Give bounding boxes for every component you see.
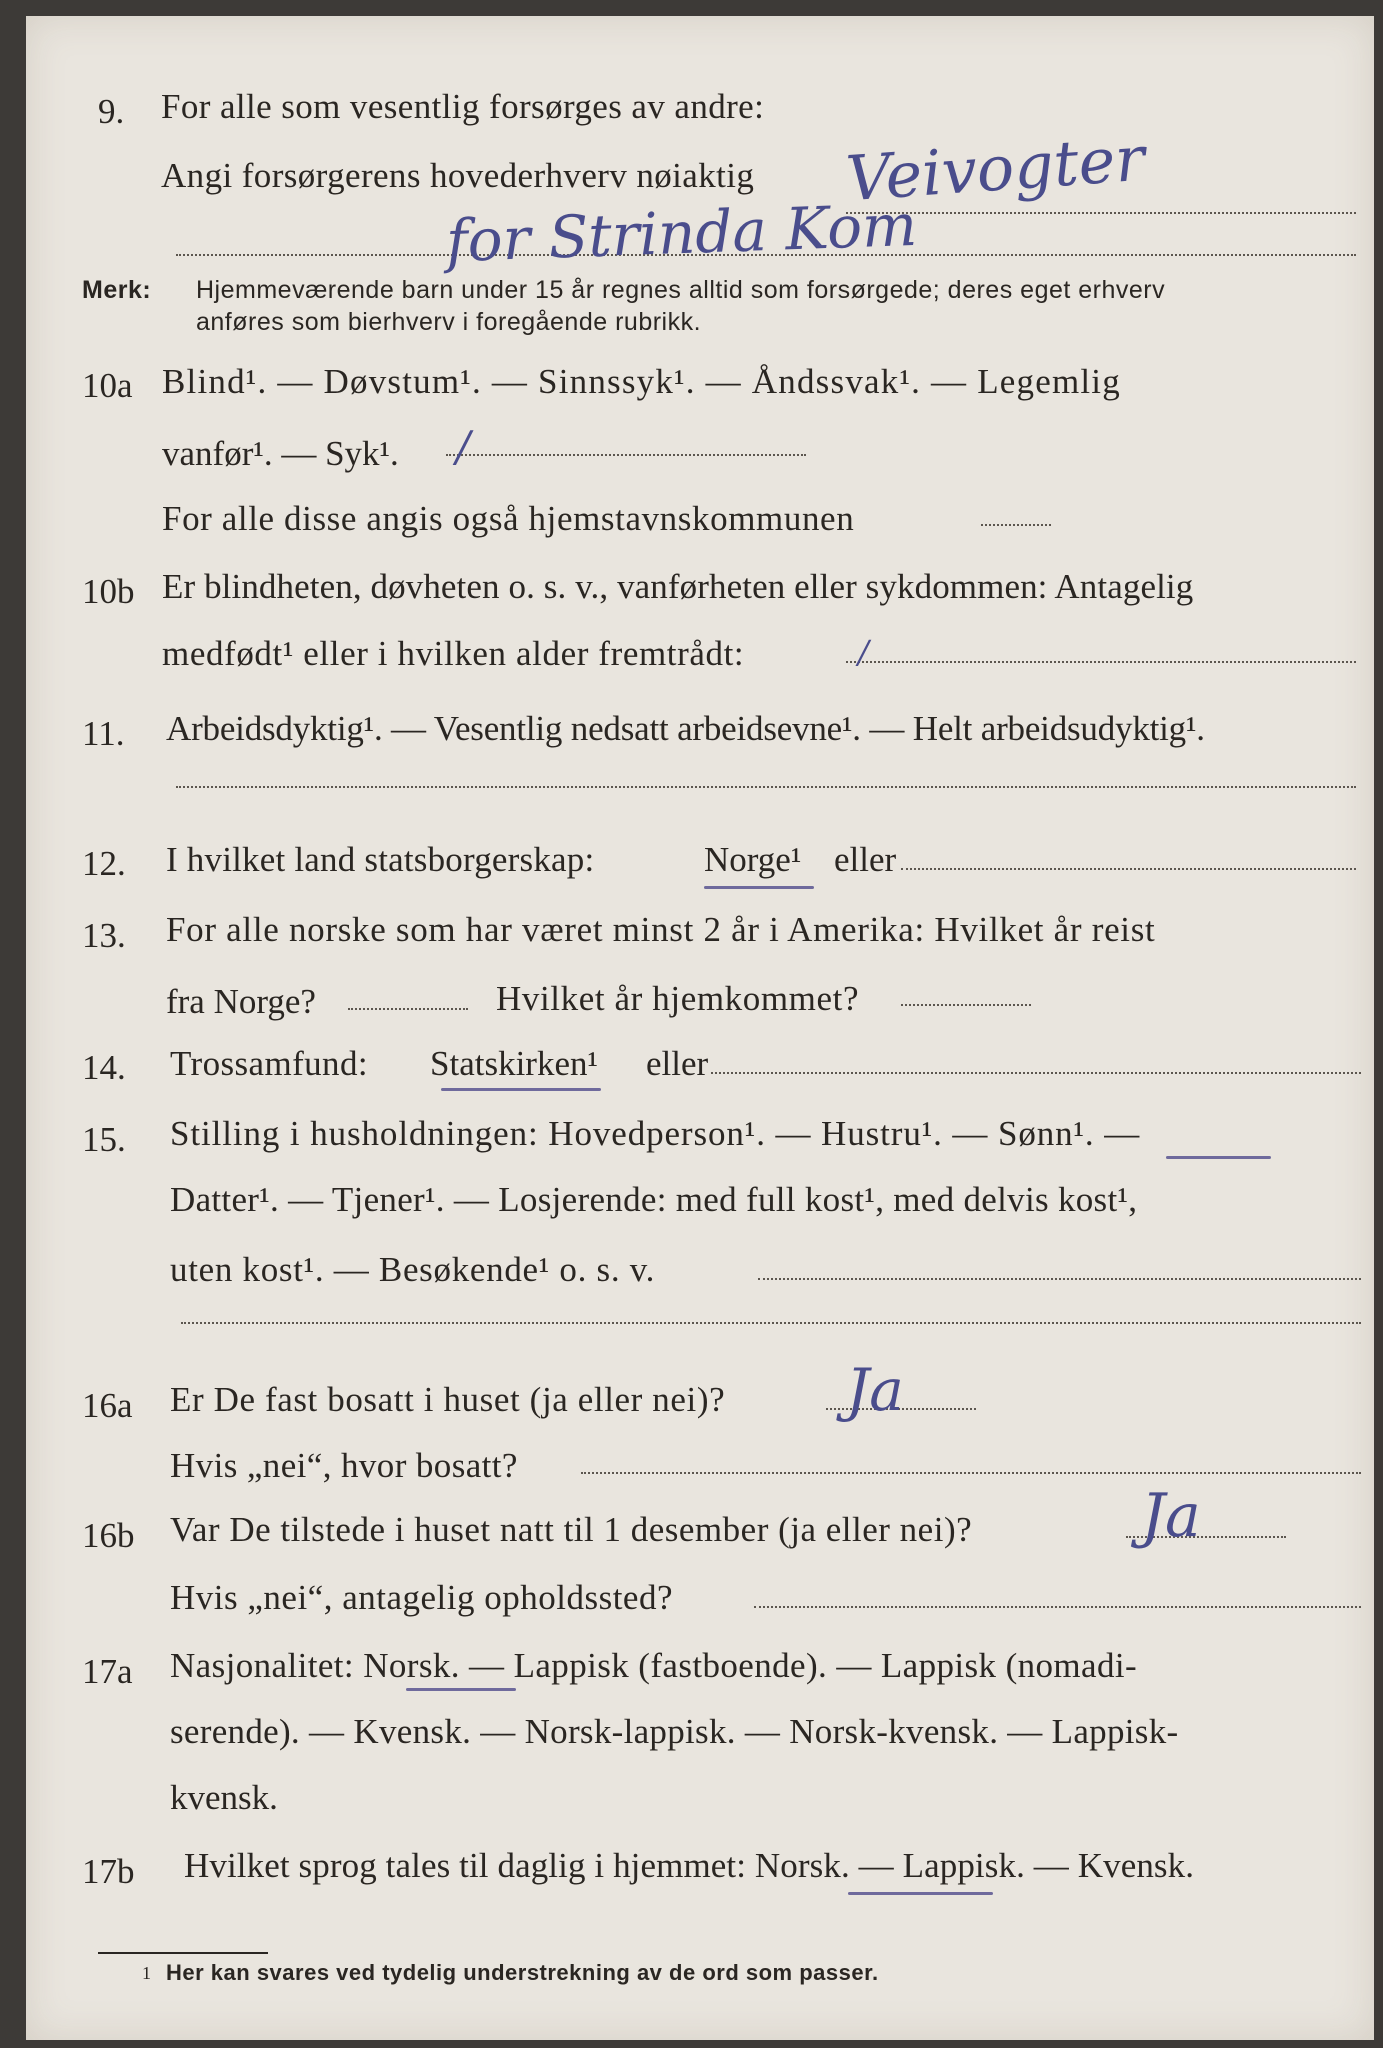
- q14-statskirken-underline: [441, 1088, 601, 1091]
- q17a-line3: kvensk.: [170, 1778, 278, 1817]
- item-number-14: 14.: [82, 1048, 126, 1087]
- item-number-16b: 16b: [82, 1516, 135, 1555]
- q14-answer-line: [711, 1072, 1361, 1074]
- q14-question: Trossamfund:: [170, 1044, 368, 1083]
- q15-sonn-underline: [1166, 1156, 1271, 1159]
- q14-option-statskirken: Statskirken¹: [430, 1044, 598, 1083]
- q10a-line2: vanfør¹. — Syk¹.: [162, 434, 399, 473]
- q13-reist-question: fra Norge?: [166, 982, 316, 1021]
- q16b-question: Var De tilstede i huset natt til 1 desember (ja eller nei)?: [170, 1510, 973, 1549]
- q16a-handwritten-answer: Ja: [846, 1356, 904, 1424]
- q10a-handwritten-mark: /: [456, 422, 471, 471]
- q9-handwritten-employer: for Strinda Kom: [444, 190, 919, 276]
- footnote-text: Her kan svares ved tydelig understrekning av de ord som passer.: [166, 1960, 879, 1985]
- q17a-line1: Nasjonalitet: Norsk. — Lappisk (fastboende). — Lappisk (nomadi-: [170, 1646, 1138, 1685]
- q15-answer-line1: [758, 1278, 1361, 1280]
- q16a-followup: Hvis „nei“, hvor bosatt?: [170, 1446, 518, 1485]
- q10b-answer-line: [846, 661, 1356, 663]
- q9-line2: Angi forsørgerens hovederhverv nøiaktig: [161, 156, 755, 195]
- q17b-line1: Hvilket sprog tales til daglig i hjemmet: Norsk. — Lappisk. — Kvensk.: [184, 1846, 1195, 1885]
- q16a-followup-line: [581, 1472, 1361, 1474]
- q13-hjemkommet-line: [901, 1004, 1031, 1006]
- merk-line2: anføres som bierhverv i foregående rubrikk.: [196, 308, 702, 336]
- q10b-handwritten-mark: /: [858, 633, 869, 671]
- q10a-line1: Blind¹. — Døvstum¹. — Sinnssyk¹. — Åndssvak¹. — Legemlig: [162, 362, 1121, 401]
- q12-eller: eller: [834, 840, 897, 879]
- census-form-page: [26, 16, 1374, 2040]
- q9-handwritten-occupation: Veivogter: [843, 121, 1148, 216]
- footnote-rule: [98, 1952, 268, 1954]
- q10b-line2: medfødt¹ eller i hvilken alder fremtrådt:: [162, 634, 745, 673]
- merk-line1: Hjemmeværende barn under 15 år regnes alltid som forsørgede; deres eget erhverv: [196, 276, 1166, 304]
- item-number-13: 13.: [82, 916, 126, 955]
- item-number-15: 15.: [82, 1120, 126, 1159]
- item-number-10a: 10a: [82, 366, 133, 405]
- q15-line2: Datter¹. — Tjener¹. — Losjerende: med full kost¹, med delvis kost¹,: [170, 1180, 1138, 1219]
- q11-line1: Arbeidsdyktig¹. — Vesentlig nedsatt arbeidsevne¹. — Helt arbeidsudyktig¹.: [166, 709, 1205, 748]
- q15-line1: Stilling i husholdningen: Hovedperson¹. — Hustru¹. — Sønn¹. —: [170, 1114, 1141, 1153]
- q10a-answer-line: [446, 454, 806, 456]
- q16a-question: Er De fast bosatt i huset (ja eller nei)?: [170, 1380, 726, 1419]
- q13-hjemkommet-question: Hvilket år hjemkommet?: [496, 979, 860, 1018]
- item-number-10b: 10b: [82, 572, 135, 611]
- footnote-marker: 1: [142, 1963, 152, 1983]
- q10b-line1: Er blindheten, døvheten o. s. v., vanførheten eller sykdommen: Antagelig: [162, 567, 1194, 606]
- item-number-16a: 16a: [82, 1386, 133, 1425]
- q17a-norsk-underline: [406, 1688, 516, 1691]
- q12-norge-underline: [704, 886, 814, 889]
- q12-answer-line: [901, 868, 1356, 870]
- item-number-17a: 17a: [82, 1652, 133, 1691]
- q13-line1: For alle norske som har været minst 2 år i Amerika: Hvilket år reist: [166, 910, 1156, 949]
- q13-reist-line: [348, 1008, 468, 1010]
- q11-answer-line: [176, 786, 1356, 788]
- q9-line1: For alle som vesentlig forsørges av andre:: [161, 87, 765, 126]
- q15-line3: uten kost¹. — Besøkende¹ o. s. v.: [170, 1250, 656, 1289]
- q16b-handwritten-answer: Ja: [1141, 1481, 1201, 1551]
- merk-label: Merk:: [82, 276, 152, 304]
- q12-option-norge: Norge¹: [704, 840, 802, 879]
- item-number-9: 9.: [98, 92, 125, 131]
- q16b-followup: Hvis „nei“, antagelig opholdssted?: [170, 1578, 673, 1617]
- q10a-line3: For alle disse angis også hjemstavnskommunen: [162, 499, 855, 538]
- q14-eller: eller: [646, 1044, 709, 1083]
- q12-question: I hvilket land statsborgerskap:: [166, 840, 595, 879]
- q16b-followup-line: [754, 1606, 1361, 1608]
- q17a-line2: serende). — Kvensk. — Norsk-lappisk. — Norsk-kvensk. — Lappisk-: [170, 1712, 1179, 1751]
- q10a-hjemstavn-line: [981, 524, 1051, 526]
- q9-answer-line1: [846, 212, 1356, 214]
- q17b-norsk-underline: [848, 1892, 993, 1895]
- item-number-17b: 17b: [82, 1852, 135, 1891]
- item-number-12: 12.: [82, 844, 126, 883]
- q15-answer-line2: [181, 1322, 1361, 1324]
- item-number-11: 11.: [82, 714, 125, 753]
